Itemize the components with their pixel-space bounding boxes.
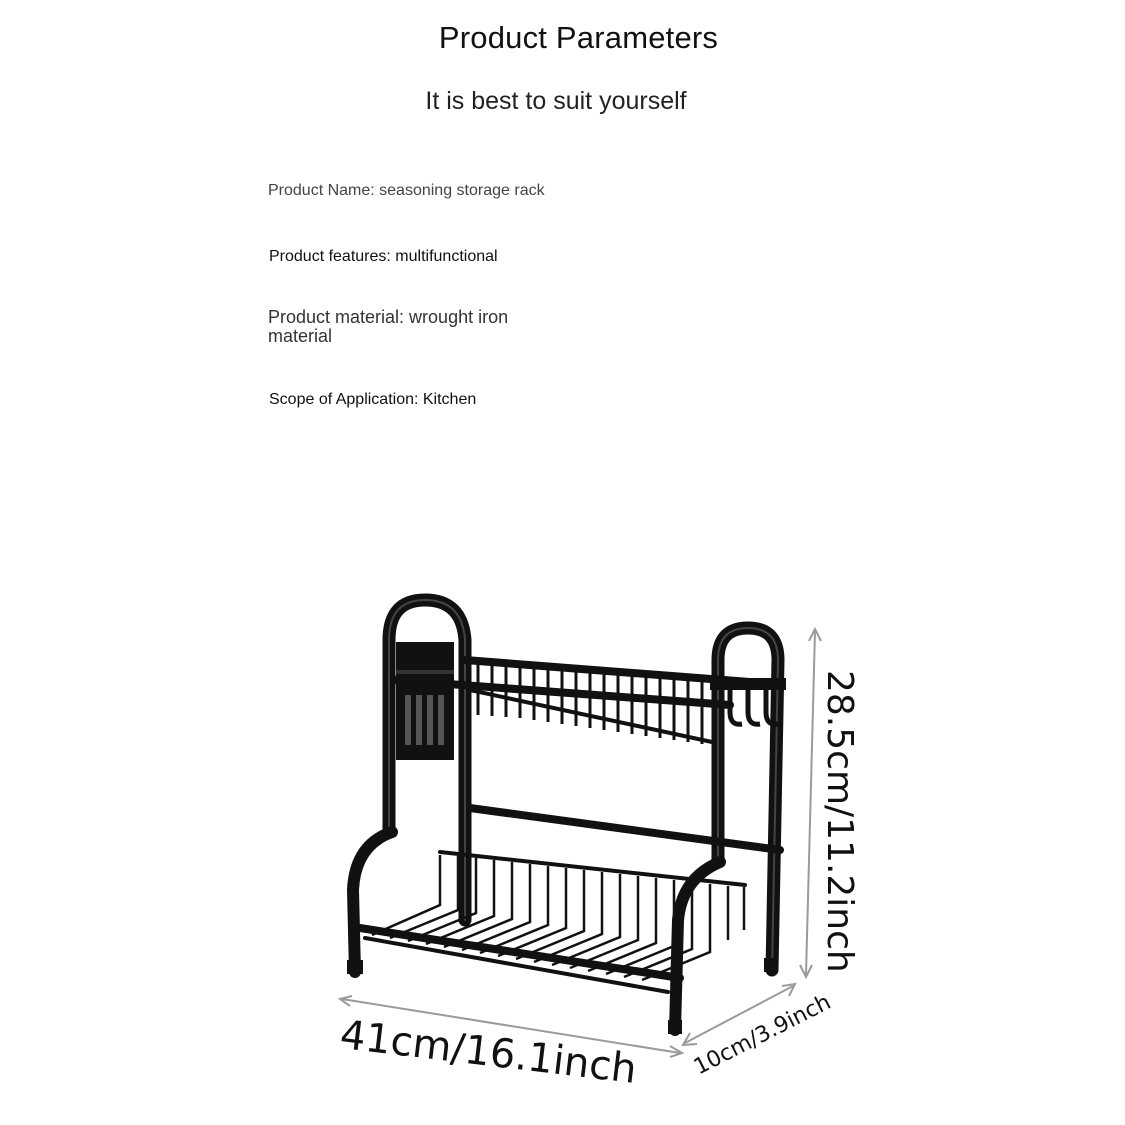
param-product-name: Product Name: seasoning storage rack: [268, 182, 545, 199]
page-subtitle: It is best to suit yourself: [425, 87, 687, 115]
depth-arrowhead-left: [683, 1033, 697, 1045]
dimension-depth-label: 10cm/3.9inch: [690, 989, 836, 1081]
bottom-shelf-wires: [372, 855, 744, 980]
dimension-height-label: 28.5cm/11.2inch: [819, 670, 860, 973]
height-arrow: [806, 631, 815, 975]
param-product-features: Product features: multifunctional: [269, 248, 498, 265]
param-scope-of-application: Scope of Application: Kitchen: [269, 391, 477, 408]
param-product-material: Product material: wrought iron material: [268, 307, 509, 346]
utensil-holder: [396, 642, 454, 760]
dimension-width-label: 41cm/16.1inch: [337, 1012, 640, 1093]
page-title: Product Parameters: [438, 20, 719, 55]
